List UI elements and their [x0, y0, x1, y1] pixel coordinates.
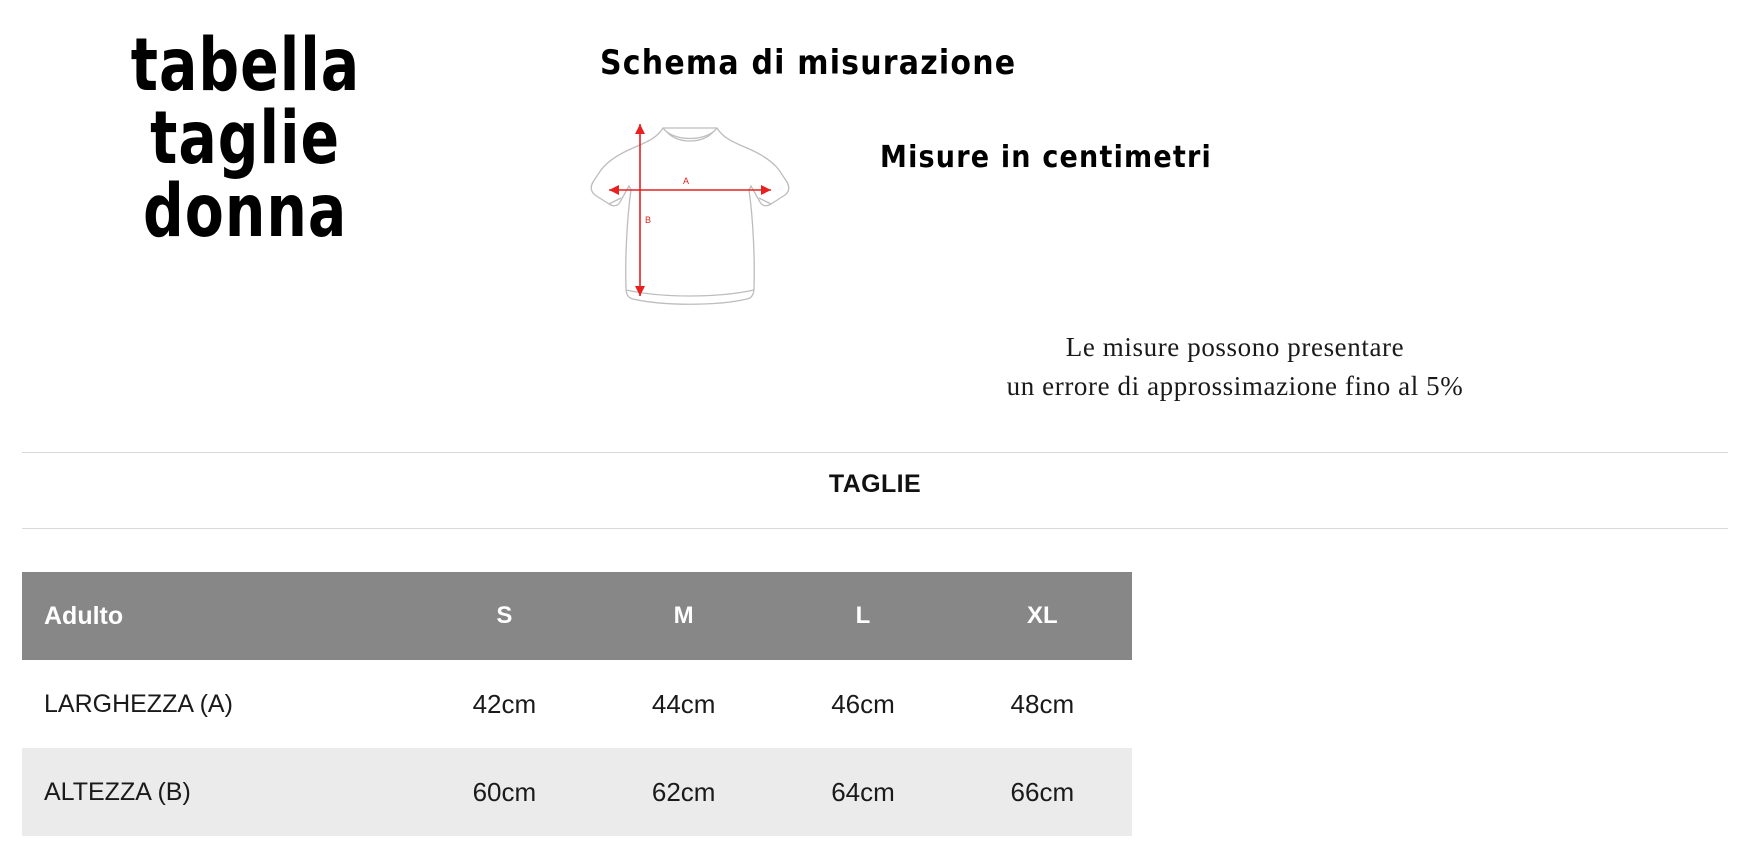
cell-altezza-m: 62cm — [594, 748, 773, 836]
table-header-l: L — [773, 572, 952, 660]
diagram-label-b-text: B — [645, 215, 652, 225]
page-title — [30, 21, 460, 254]
schema-heading — [600, 43, 1017, 84]
units-heading-text: Misure in centimetri — [880, 140, 1212, 175]
units-heading — [880, 142, 1212, 173]
cell-altezza-s: 60cm — [415, 748, 594, 836]
divider-top — [22, 452, 1728, 453]
cell-larghezza-s: 42cm — [415, 660, 594, 748]
title-line-1-text: tabella — [130, 21, 360, 108]
shirt-diagram — [585, 118, 825, 338]
table-header-xl: XL — [953, 572, 1132, 660]
row-label-larghezza: LARGHEZZA (A) — [22, 660, 415, 748]
cell-altezza-l: 64cm — [773, 748, 952, 836]
cell-larghezza-l: 46cm — [773, 660, 952, 748]
title-line-3-text: donna — [142, 167, 348, 254]
cell-larghezza-m: 44cm — [594, 660, 773, 748]
size-table-wrapper — [22, 572, 1132, 836]
cell-larghezza-xl: 48cm — [953, 660, 1132, 748]
table-header-row — [22, 572, 1132, 660]
title-line-2 — [30, 94, 460, 181]
table-row — [22, 748, 1132, 836]
sizes-band-label: TAGLIE — [828, 470, 922, 498]
approximation-note — [820, 328, 1650, 406]
table-header-s: S — [415, 572, 594, 660]
diagram-label-a-text: A — [683, 176, 690, 186]
title-line-2-text: taglie — [149, 94, 341, 181]
title-line-3 — [30, 167, 460, 254]
approximation-note-line-1: Le misure possono presentare — [1065, 332, 1405, 362]
table-header-m: M — [594, 572, 773, 660]
divider-bottom — [22, 528, 1728, 529]
row-label-altezza: ALTEZZA (B) — [22, 748, 415, 836]
cell-altezza-xl: 66cm — [953, 748, 1132, 836]
table-header-adulto: Adulto — [22, 572, 415, 660]
schema-heading-text: Schema di misurazione — [600, 43, 1017, 84]
table-row — [22, 660, 1132, 748]
approximation-note-line-2: un errore di approssimazione fino al 5% — [1006, 371, 1464, 402]
size-table — [22, 572, 1132, 836]
title-line-1 — [30, 21, 460, 108]
